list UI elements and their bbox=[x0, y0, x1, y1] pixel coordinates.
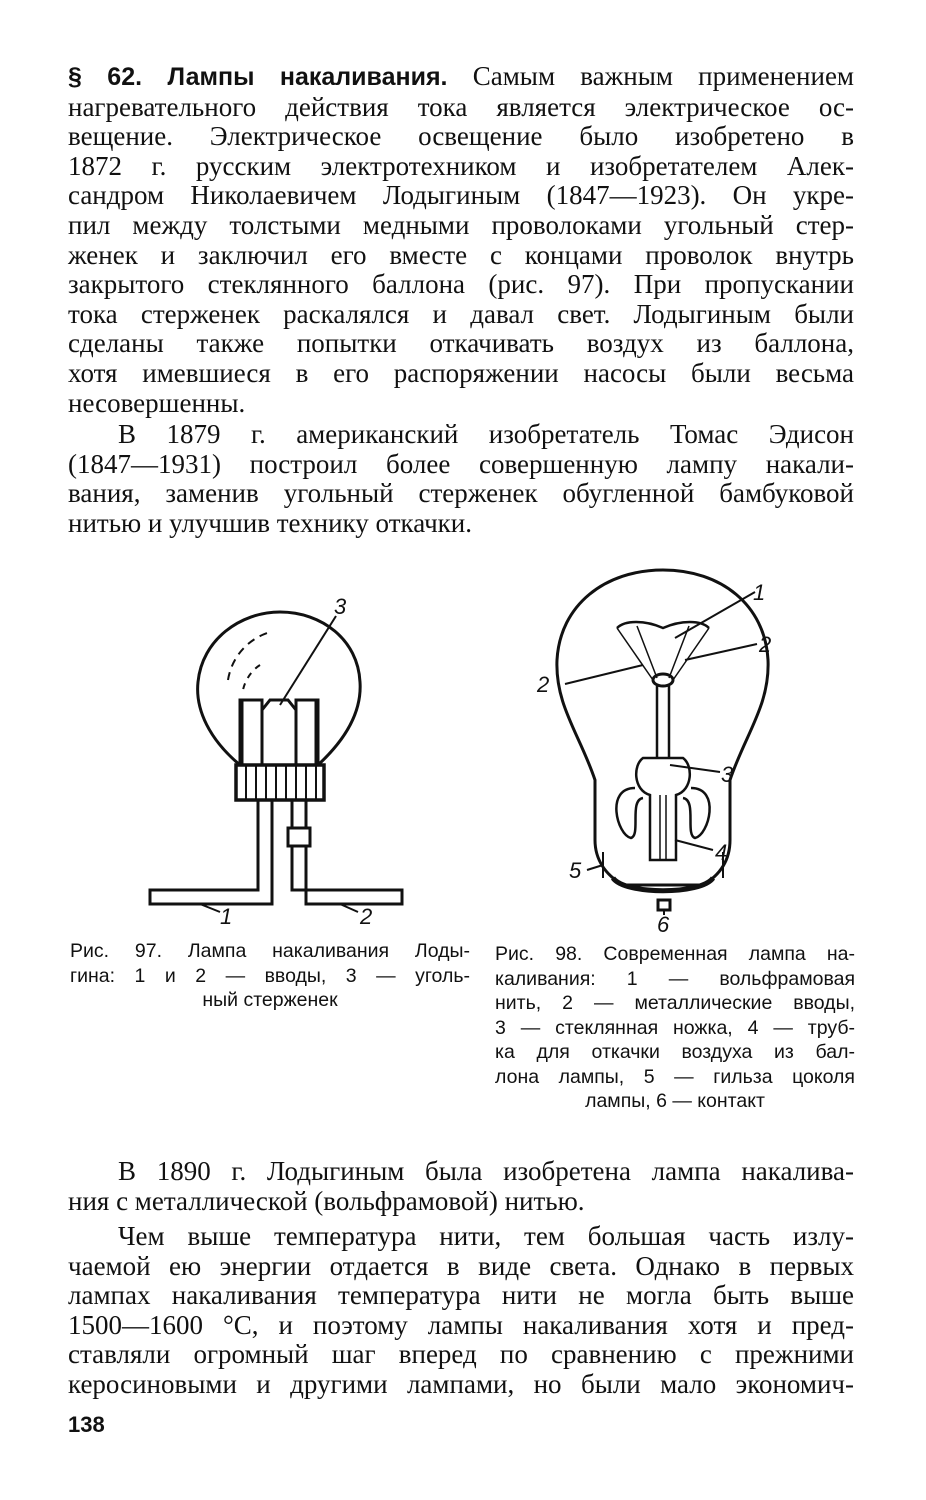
fig98-label-3: 3 bbox=[721, 762, 734, 787]
fig98-label-2-right: 2 bbox=[759, 632, 772, 657]
text-line: нагревательного действия тока является электрическое ос- bbox=[68, 91, 854, 122]
paragraph-3 bbox=[68, 1157, 854, 1216]
text-line: сандром Николаевичем Лодыгиным (1847—1923). Он укре- bbox=[68, 180, 854, 211]
bulb-outline bbox=[557, 570, 768, 885]
modern-lamp-illustration bbox=[525, 560, 815, 940]
fig97-label-1: 1 bbox=[220, 904, 233, 929]
text-line: В 1890 г. Лодыгиным была изобретена лампа накалива- bbox=[118, 1156, 854, 1186]
text-line: (1847—1931) построил более совершенную лампу накали- bbox=[68, 448, 854, 479]
text-line: несовершенны. bbox=[68, 387, 246, 418]
text-line: Чем выше температура нити, тем большая часть излу- bbox=[118, 1221, 854, 1251]
caption-line: нить, 2 — металлические вводы, bbox=[495, 992, 855, 1014]
figure-98 bbox=[525, 560, 815, 940]
fig98-label-1: 1 bbox=[753, 580, 766, 605]
lodygin-lamp-illustration bbox=[140, 590, 410, 935]
section-title: § 62. Лампы накаливания. bbox=[68, 63, 448, 91]
caption-line: Рис. 98. Современная лампа на- bbox=[495, 943, 855, 965]
text-line: чаемой ею энергии отдается в виде света. Однако в первых bbox=[68, 1250, 854, 1281]
text-line: закрытого стеклянного баллона (рис. 97). При пропускании bbox=[68, 269, 854, 300]
caption-line: лона лампы, 5 — гильза цоколя bbox=[495, 1065, 855, 1088]
fig98-label-4: 4 bbox=[715, 840, 728, 865]
text-line: § 62. Лампы накаливания. Самым важным применением bbox=[68, 61, 855, 91]
fig97-label-3: 3 bbox=[334, 594, 347, 619]
fig98-label-6: 6 bbox=[657, 912, 670, 937]
caption-line: 3 — стеклянная ножка, 4 — труб- bbox=[495, 1016, 855, 1039]
text-line: В 1879 г. американский изобретатель Томас Эдисон bbox=[118, 419, 854, 449]
fig98-label-5: 5 bbox=[569, 858, 582, 883]
text-line: ставляли огромный шаг вперед по сравнению с прежними bbox=[68, 1339, 854, 1370]
text-line: нитью и улучшив технику откачки. bbox=[68, 507, 472, 538]
figure-97 bbox=[140, 590, 410, 935]
caption-line: лампы, 6 — контакт bbox=[585, 1090, 765, 1112]
text-line: тока стерженек раскалялся и давал свет. Лодыгиным были bbox=[68, 298, 854, 329]
text-line: сделаны также попытки откачивать воздух из баллона, bbox=[68, 328, 854, 359]
text-line: пил между толстыми медными проволоками угольный стер- bbox=[68, 209, 854, 240]
text-line: женек и заключил его вместе с концами проволок внутрь bbox=[68, 239, 854, 270]
text-line: 1872 г. русским электротехником и изобретателем Алек- bbox=[68, 150, 854, 181]
figure-97-caption bbox=[70, 939, 470, 1013]
caption-line: каливания: 1 — вольфрамовая bbox=[495, 967, 855, 990]
text-line: вещение. Электрическое освещение было изобретено в bbox=[68, 121, 854, 152]
paragraph-4 bbox=[68, 1222, 854, 1400]
caption-line: Рис. 97. Лампа накаливания Лоды- bbox=[70, 940, 470, 962]
text-line: хотя имевшиеся в его распоряжении насосы были весьма bbox=[68, 357, 854, 388]
figure-98-caption bbox=[495, 942, 855, 1114]
caption-line: гина: 1 и 2 — вводы, 3 — уголь- bbox=[70, 964, 470, 987]
caption-line: ный стерженек bbox=[202, 989, 338, 1011]
paragraph-1 bbox=[68, 62, 854, 418]
fig97-label-2: 2 bbox=[360, 904, 373, 929]
text-line: лампах накаливания температура нити не могла быть выше bbox=[68, 1280, 854, 1311]
bulb-outline bbox=[198, 612, 361, 765]
text-line: вания, заменив угольный стерженек обугленной бамбуковой bbox=[68, 478, 854, 509]
caption-line: ка для откачки воздуха из бал- bbox=[495, 1041, 855, 1063]
text-line: ния с металлической (вольфрамовой) нитью. bbox=[68, 1185, 585, 1216]
fig98-label-2-left: 2 bbox=[537, 672, 550, 697]
paragraph-2 bbox=[68, 420, 854, 538]
page-number: 138 bbox=[68, 1412, 105, 1437]
text-line: 1500—1600 °С, и поэтому лампы накаливания хотя и пред- bbox=[68, 1309, 854, 1340]
text-line: керосиновыми и другими лампами, но были мало экономич- bbox=[68, 1368, 854, 1399]
